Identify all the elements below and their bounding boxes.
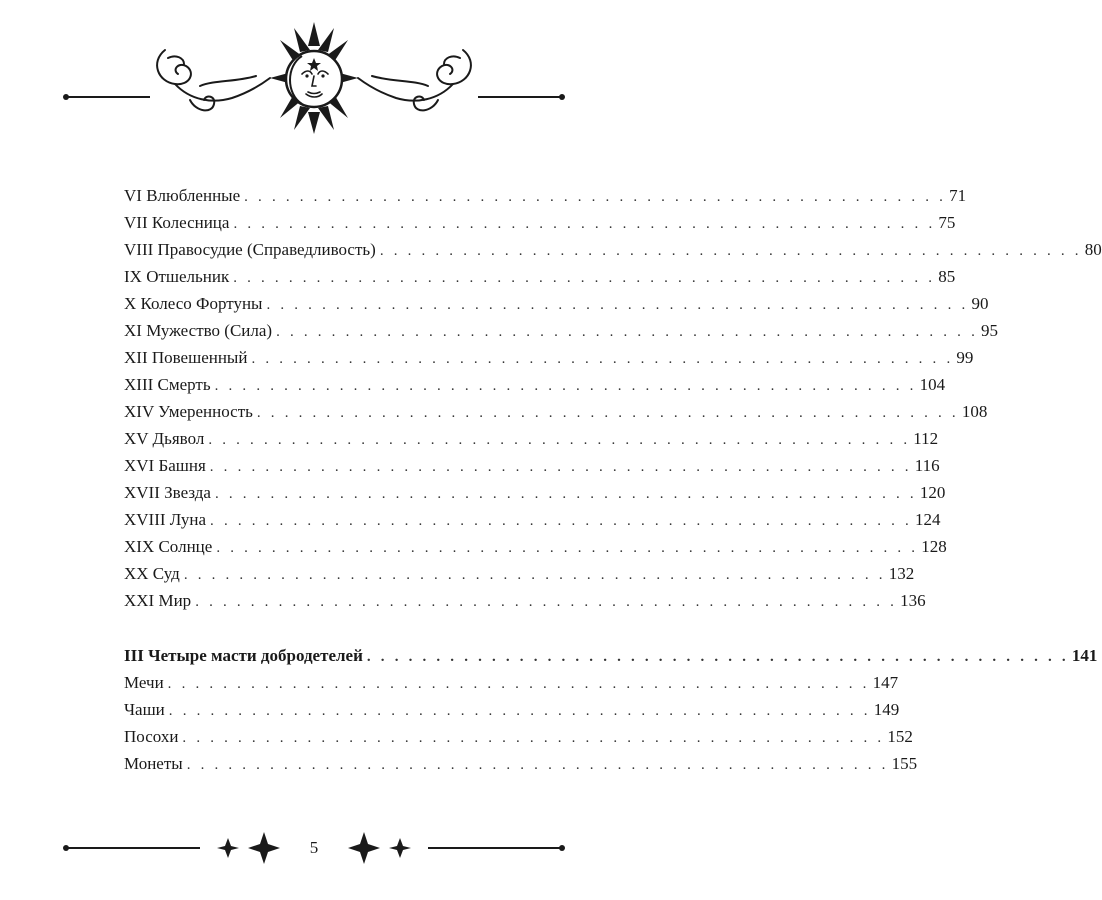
toc-leader-dots: . . . . . . . . . . . . . . . . . . . . . . . . . . . . . . . . . . . . . . . . . . . . . . . . . . .: [168, 703, 871, 719]
toc-entry-page: 90: [971, 294, 989, 313]
toc-leader-dots: . . . . . . . . . . . . . . . . . . . . . . . . . . . . . . . . . . . . . . . . . . . . . . . . . . .: [195, 594, 898, 610]
toc-entry-title: XIX Солнце: [124, 537, 213, 556]
toc-entry: [124, 750, 918, 777]
toc-entry-title: VIII Правосудие (Справедливость): [124, 240, 376, 259]
toc-leader-dots: . . . . . . . . . . . . . . . . . . . . . . . . . . . . . . . . . . . . . . . . . . . . . . . . . . .: [233, 216, 936, 232]
toc-leader-dots: . . . . . . . . . . . . . . . . . . . . . . . . . . . . . . . . . . . . . . . . . . . . . . . . . . .: [210, 513, 912, 529]
toc-entry-page: 124: [915, 510, 941, 529]
toc-leader-dots: . . . . . . . . . . . . . . . . . . . . . . . . . . . . . . . . . . . . . . . . . . . . . . . . . . .: [379, 243, 1082, 259]
toc-entry: [124, 587, 926, 614]
toc-entry-title: XII Повешенный: [124, 348, 248, 367]
toc-leader-dots: . . . . . . . . . . . . . . . . . . . . . . . . . . . . . . . . . . . . . . . . . . . . . . . . . . .: [233, 270, 936, 286]
toc-entry-page: 99: [956, 348, 974, 367]
toc-entry: [124, 479, 946, 506]
toc-leader-dots: . . . . . . . . . . . . . . . . . . . . . . . . . . . . . . . . . . . . . . . . . . . . . . . . . . .: [182, 730, 885, 746]
toc-entry-page: 104: [919, 375, 946, 394]
toc-entry: [124, 425, 939, 452]
toc-entry: [124, 560, 915, 587]
toc-leader-dots: . . . . . . . . . . . . . . . . . . . . . . . . . . . . . . . . . . . . . . . . . . . . . . . . . . .: [208, 432, 911, 448]
toc-entry-title: XI Мужество (Сила): [124, 321, 273, 340]
toc-entry: [124, 344, 974, 371]
toc-entry-title: XVII Звезда: [124, 483, 211, 502]
toc-entry-page: 128: [921, 537, 947, 556]
toc-entry: [124, 723, 913, 750]
toc-leader-dots: . . . . . . . . . . . . . . . . . . . . . . . . . . . . . . . . . . . . . . . . . . . . . . . . . . .: [183, 567, 886, 583]
toc-entry-page: 95: [981, 321, 999, 340]
toc-entry-page: 116: [914, 456, 940, 475]
toc-section-heading: [124, 642, 1098, 669]
toc-leader-dots: . . . . . . . . . . . . . . . . . . . . . . . . . . . . . . . . . . . . . . . . . . . . . . . . . . .: [214, 378, 917, 394]
toc-entry-title: VI Влюбленные: [124, 186, 241, 205]
toc-entry-title: XIII Смерть: [124, 375, 211, 394]
toc-entry-title: Мечи: [124, 673, 164, 692]
toc-entry-page: 152: [887, 727, 913, 746]
toc-entry-title: X Колесо Фортуны: [124, 294, 263, 313]
toc-entry-page: 75: [938, 213, 956, 232]
toc-leader-dots: . . . . . . . . . . . . . . . . . . . . . . . . . . . . . . . . . . . . . . . . . . . . . . . . . . .: [244, 189, 947, 205]
toc-entry-page: 149: [873, 700, 900, 719]
toc-entry: [124, 506, 941, 533]
toc-entry-page: 112: [913, 429, 939, 448]
toc-entry-title: Монеты: [124, 754, 183, 773]
toc-entry-title: Чаши: [124, 700, 165, 719]
toc-entry-title: XX Суд: [124, 564, 180, 583]
toc-entry-page: 108: [961, 402, 988, 421]
toc-leader-dots: . . . . . . . . . . . . . . . . . . . . . . . . . . . . . . . . . . . . . . . . . . . . . . . . . . .: [216, 540, 919, 556]
toc-entry: [124, 236, 1102, 263]
toc-entry: [124, 371, 946, 398]
page-number: 5: [309, 838, 319, 857]
toc-entry: [124, 669, 899, 696]
toc-leader-dots: . . . . . . . . . . . . . . . . . . . . . . . . . . . . . . . . . . . . . . . . . . . . . . . . . . .: [251, 351, 954, 367]
toc-entry-title: III Четыре масти добродетелей: [124, 646, 363, 665]
toc-entry: [124, 533, 947, 560]
toc-entry-title: XXI Мир: [124, 591, 192, 610]
toc-entry-title: XIV Умеренность: [124, 402, 253, 421]
section-spacer: [124, 614, 504, 642]
toc-entry: [124, 209, 956, 236]
toc-entry-page: 141: [1071, 646, 1098, 665]
toc-entry-title: XVIII Луна: [124, 510, 207, 529]
toc-entry: [124, 452, 940, 479]
toc-entry-page: 80: [1084, 240, 1102, 259]
toc-entry-page: 71: [949, 186, 967, 205]
toc-entry-page: 155: [891, 754, 918, 773]
toc-entry-page: 147: [872, 673, 899, 692]
toc-entry: [124, 696, 900, 723]
toc-entry-page: 132: [888, 564, 915, 583]
toc-leader-dots: . . . . . . . . . . . . . . . . . . . . . . . . . . . . . . . . . . . . . . . . . . . . . . . . . . .: [209, 459, 912, 475]
toc-leader-dots: . . . . . . . . . . . . . . . . . . . . . . . . . . . . . . . . . . . . . . . . . . . . . . . . . . .: [186, 757, 889, 773]
toc-entry-title: VII Колесница: [124, 213, 230, 232]
toc-entry-title: XV Дьявол: [124, 429, 205, 448]
toc-leader-dots: . . . . . . . . . . . . . . . . . . . . . . . . . . . . . . . . . . . . . . . . . . . . . . . . . . .: [276, 324, 979, 340]
toc-leader-dots: . . . . . . . . . . . . . . . . . . . . . . . . . . . . . . . . . . . . . . . . . . . . . . . . . . .: [266, 297, 969, 313]
toc-entry: [124, 182, 967, 209]
toc-entry-title: IX Отшельник: [124, 267, 230, 286]
table-of-contents: [124, 182, 1102, 777]
toc-entry-page: 85: [938, 267, 956, 286]
toc-entry-page: 120: [919, 483, 946, 502]
toc-entry: [124, 317, 999, 344]
toc-entry: [124, 398, 988, 425]
toc-entry: [124, 263, 956, 290]
sun-moon-ornament-icon: [0, 0, 628, 150]
toc-leader-dots: . . . . . . . . . . . . . . . . . . . . . . . . . . . . . . . . . . . . . . . . . . . . . . . . . . .: [167, 676, 870, 692]
toc-entry: [124, 290, 989, 317]
toc-leader-dots: . . . . . . . . . . . . . . . . . . . . . . . . . . . . . . . . . . . . . . . . . . . . . . . . . . .: [214, 486, 917, 502]
toc-entry-title: Посохи: [124, 727, 179, 746]
toc-leader-dots: . . . . . . . . . . . . . . . . . . . . . . . . . . . . . . . . . . . . . . . . . . . . . . . . . . .: [366, 649, 1069, 665]
toc-entry-title: XVI Башня: [124, 456, 206, 475]
toc-entry-page: 136: [900, 591, 926, 610]
toc-leader-dots: . . . . . . . . . . . . . . . . . . . . . . . . . . . . . . . . . . . . . . . . . . . . . . . . . . .: [256, 405, 959, 421]
